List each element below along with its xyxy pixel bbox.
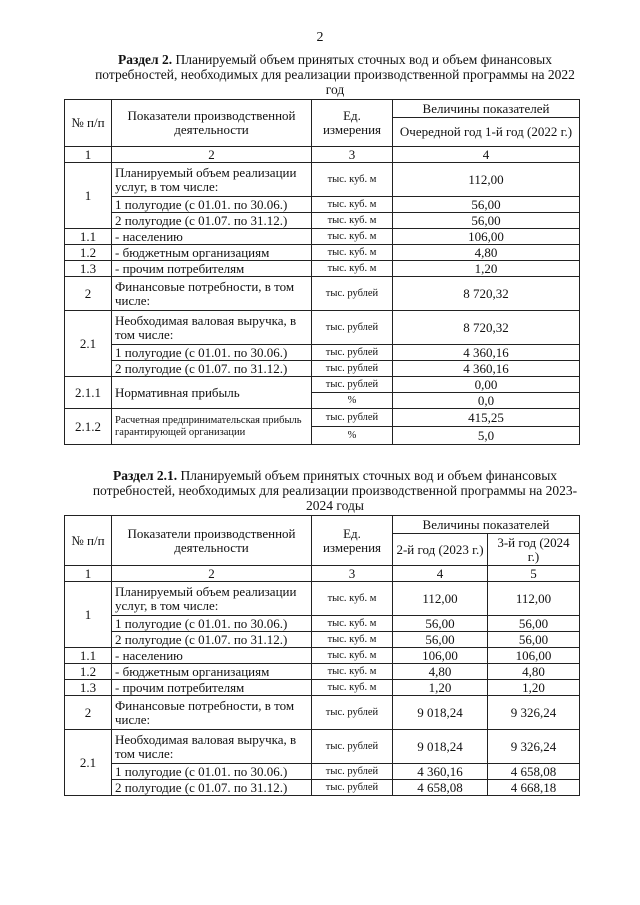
row-name: 2 полугодие (с 01.07. по 31.12.): [112, 361, 312, 377]
row-value-2024: 9 326,24: [488, 730, 580, 764]
table-row: [65, 377, 580, 393]
row-value: 56,00: [393, 197, 580, 213]
row-value: 112,00: [393, 163, 580, 197]
table-row: [65, 764, 580, 780]
row-unit: тыс. куб. м: [312, 648, 393, 664]
row-name: 2 полугодие (с 01.07. по 31.12.): [112, 632, 312, 648]
row-unit: тыс. куб. м: [312, 245, 393, 261]
row-value-2023: 4 658,08: [393, 780, 488, 796]
table-row: [65, 680, 580, 696]
row-num: 2.1: [65, 730, 112, 796]
row-unit: %: [312, 393, 393, 409]
row-unit: тыс. рублей: [312, 345, 393, 361]
row-num: 1.2: [65, 664, 112, 680]
row-num: 2.1.1: [65, 377, 112, 409]
row-value-2024: 9 326,24: [488, 696, 580, 730]
s2-header-values: Величины показателей: [393, 516, 580, 534]
row-name: Планируемый объем реализации услуг, в том числе:: [112, 582, 312, 616]
table-row: [65, 409, 580, 427]
row-value: 56,00: [393, 213, 580, 229]
row-value: 1,20: [393, 261, 580, 277]
row-name: Планируемый объем реализации услуг, в том числе:: [112, 163, 312, 197]
row-unit: тыс. куб. м: [312, 680, 393, 696]
s1-colnum-4: 4: [393, 147, 580, 163]
row-unit: тыс. рублей: [312, 409, 393, 427]
row-name: - прочим потребителям: [112, 261, 312, 277]
table-row: [65, 245, 580, 261]
s1-header-values: Величины показателей: [393, 100, 580, 118]
table-row: [65, 582, 580, 616]
row-name: 2 полугодие (с 01.07. по 31.12.): [112, 780, 312, 796]
row-name: Финансовые потребности, в том числе:: [112, 696, 312, 730]
table-row: [65, 261, 580, 277]
section1-title-rest: Планируемый объем принятых сточных вод и объем финансовых потребностей, необходимых для реализации производственной программы на 2022 год: [95, 52, 575, 97]
row-value: 8 720,32: [393, 277, 580, 311]
row-unit: тыс. куб. м: [312, 632, 393, 648]
row-value-2024: 106,00: [488, 648, 580, 664]
row-name: Необходимая валовая выручка, в том числе:: [112, 730, 312, 764]
table-row: [65, 163, 580, 197]
row-value-2023: 112,00: [393, 582, 488, 616]
row-value-2023: 1,20: [393, 680, 488, 696]
row-value-2023: 56,00: [393, 616, 488, 632]
s2-header-year2: 2-й год (2023 г.): [393, 534, 488, 566]
row-num: 2.1: [65, 311, 112, 377]
s2-header-unit: Ед. измерения: [312, 516, 393, 566]
section2-table: [64, 515, 580, 796]
row-value-2024: 1,20: [488, 680, 580, 696]
row-name: Финансовые потребности, в том числе:: [112, 277, 312, 311]
row-num: 2.1.2: [65, 409, 112, 445]
section1-heading: [85, 52, 585, 97]
table-row: [65, 696, 580, 730]
row-value-2023: 106,00: [393, 648, 488, 664]
table-row: [65, 229, 580, 245]
table-row: [65, 648, 580, 664]
section1-table: [64, 99, 580, 445]
row-name: 1 полугодие (с 01.01. по 30.06.): [112, 764, 312, 780]
table-row: [65, 361, 580, 377]
row-unit: тыс. рублей: [312, 311, 393, 345]
section2-heading: [85, 468, 585, 513]
table-row: [65, 311, 580, 345]
row-unit: тыс. рублей: [312, 277, 393, 311]
row-name: 1 полугодие (с 01.01. по 30.06.): [112, 345, 312, 361]
row-num: 1.2: [65, 245, 112, 261]
table-row: [65, 780, 580, 796]
row-num: 1.3: [65, 261, 112, 277]
row-num: 2: [65, 277, 112, 311]
row-name: - населению: [112, 229, 312, 245]
s1-colnum-2: 2: [112, 147, 312, 163]
row-unit: тыс. рублей: [312, 764, 393, 780]
row-value: 5,0: [393, 427, 580, 445]
table-row: [65, 277, 580, 311]
row-num: 1.1: [65, 648, 112, 664]
row-unit: тыс. рублей: [312, 696, 393, 730]
row-unit: тыс. рублей: [312, 377, 393, 393]
table-row: [65, 213, 580, 229]
row-value-2024: 4,80: [488, 664, 580, 680]
row-name: Расчетная предпринимательская прибыль гарантирующей организации: [112, 409, 312, 445]
row-unit: тыс. куб. м: [312, 197, 393, 213]
s1-colnum-1: 1: [65, 147, 112, 163]
row-name: - бюджетным организациям: [112, 245, 312, 261]
row-value-2023: 4 360,16: [393, 764, 488, 780]
s2-colnum-1: 1: [65, 566, 112, 582]
section1-title-bold: Раздел 2.: [118, 52, 173, 67]
s2-colnum-3: 3: [312, 566, 393, 582]
row-num: 2: [65, 696, 112, 730]
section2-title-rest: Планируемый объем принятых сточных вод и объем финансовых потребностей, необходимых для реализации производственной программы на 2023-2024 годы: [92, 468, 578, 513]
table-row: [65, 197, 580, 213]
table-row: [65, 345, 580, 361]
table-row: [65, 664, 580, 680]
row-num: 1: [65, 163, 112, 229]
s2-header-num: № п/п: [65, 516, 112, 566]
row-name: 1 полугодие (с 01.01. по 30.06.): [112, 616, 312, 632]
row-unit: тыс. куб. м: [312, 229, 393, 245]
row-value-2023: 9 018,24: [393, 696, 488, 730]
row-value-2023: 4,80: [393, 664, 488, 680]
table-row: [65, 616, 580, 632]
row-value: 0,00: [393, 377, 580, 393]
row-num: 1.1: [65, 229, 112, 245]
row-unit: тыс. куб. м: [312, 582, 393, 616]
row-unit: тыс. куб. м: [312, 616, 393, 632]
s2-colnum-4: 4: [393, 566, 488, 582]
row-value: 8 720,32: [393, 311, 580, 345]
section2-title-bold: Раздел 2.1.: [112, 468, 178, 483]
row-name: Необходимая валовая выручка, в том числе:: [112, 311, 312, 345]
row-unit: %: [312, 427, 393, 445]
s1-colnum-3: 3: [312, 147, 393, 163]
row-value-2024: 56,00: [488, 616, 580, 632]
page-number: 2: [316, 30, 324, 45]
row-value-2023: 56,00: [393, 632, 488, 648]
row-name: - прочим потребителям: [112, 680, 312, 696]
row-unit: тыс. куб. м: [312, 213, 393, 229]
row-num: 1.3: [65, 680, 112, 696]
row-value: 4 360,16: [393, 345, 580, 361]
row-num: 1: [65, 582, 112, 648]
row-name: 1 полугодие (с 01.01. по 30.06.): [112, 197, 312, 213]
row-unit: тыс. рублей: [312, 730, 393, 764]
s1-header-unit: Ед. измерения: [312, 100, 393, 147]
row-name: Нормативная прибыль: [112, 377, 312, 409]
s2-colnum-5: 5: [488, 566, 580, 582]
row-unit: тыс. куб. м: [312, 163, 393, 197]
row-value: 4,80: [393, 245, 580, 261]
row-value: 106,00: [393, 229, 580, 245]
row-value-2024: 56,00: [488, 632, 580, 648]
row-value-2024: 4 668,18: [488, 780, 580, 796]
s1-header-year1: Очередной год 1-й год (2022 г.): [393, 118, 580, 147]
row-value-2024: 4 658,08: [488, 764, 580, 780]
row-unit: тыс. рублей: [312, 361, 393, 377]
row-unit: тыс. куб. м: [312, 261, 393, 277]
table-row: [65, 632, 580, 648]
row-value: 4 360,16: [393, 361, 580, 377]
s1-header-num: № п/п: [65, 100, 112, 147]
s2-colnum-2: 2: [112, 566, 312, 582]
s2-header-year3: 3-й год (2024 г.): [488, 534, 580, 566]
row-value-2023: 9 018,24: [393, 730, 488, 764]
s2-header-indicator: Показатели производственной деятельности: [112, 516, 312, 566]
row-unit: тыс. куб. м: [312, 664, 393, 680]
row-name: - населению: [112, 648, 312, 664]
row-value: 415,25: [393, 409, 580, 427]
row-unit: тыс. рублей: [312, 780, 393, 796]
s1-header-indicator: Показатели производственной деятельности: [112, 100, 312, 147]
row-value-2024: 112,00: [488, 582, 580, 616]
table-row: [65, 730, 580, 764]
row-name: 2 полугодие (с 01.07. по 31.12.): [112, 213, 312, 229]
row-name: - бюджетным организациям: [112, 664, 312, 680]
row-value: 0,0: [393, 393, 580, 409]
